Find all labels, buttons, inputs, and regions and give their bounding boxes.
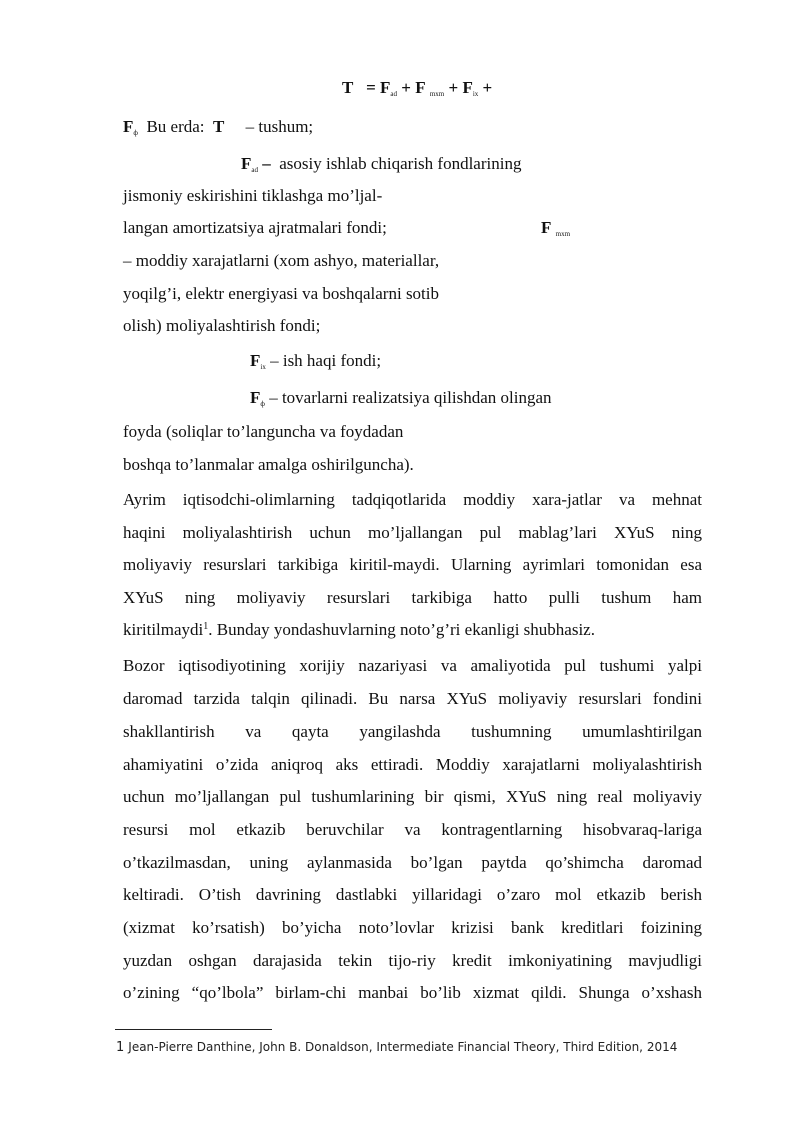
footnote-number: 1 <box>116 1040 125 1055</box>
legend-ad-line2: jismoniy eskirishini tiklashga mo’ljal- <box>123 186 383 205</box>
legend-mxm-line1: – moddiy xarajatlarni (xom ashyo, materiallar, <box>123 251 440 270</box>
paragraph-line: Bozor iqtisodiyotining xorijiy nazariyasi va amaliyotida pul tushumi yalpi <box>123 656 702 675</box>
paragraph-line: yuzdan oshgan darajasida tekin tijo-riy kredit imkoniyatining mavjudligi <box>123 951 702 970</box>
legend-mxm-line3: olish) moliyalashtirish fondi; <box>123 316 321 335</box>
legend-f-line3: boshqa to’lanmalar amalga oshirilguncha). <box>123 455 414 474</box>
legend-mxm-symbol: F $_{mxm}$ <box>541 218 571 238</box>
paragraph-line-last: kiritilmaydi$^1$. Bunday yondashuvlarning noto’g’ri ekanligi shubhasiz. <box>123 620 595 639</box>
formula-term-mxm: F $_{mxm}$ <box>415 78 445 98</box>
paragraph-line: o’tkazilmasdan, uning aylanmasida bo’lgan paytda qo’shimcha daromad <box>123 853 702 872</box>
paragraph-line: haqini moliyalashtirish uchun mo’ljallangan pul mablag’lari XYuS ning <box>123 523 702 542</box>
paragraph-line: (xizmat ko’rsatish) bo’yicha noto’lovlar krizisi bank kreditlari foizining <box>123 918 702 937</box>
footnote-ref[interactable]: 1 <box>203 621 209 632</box>
footnote <box>116 1039 677 1056</box>
footnote-text: Jean-Pierre Danthine, John B. Donaldson, Intermediate Financial Theory, Third Edition, 2014 <box>128 1040 678 1054</box>
formula-term-f: $F_ф$ <box>123 117 138 137</box>
formula-eq: = <box>366 78 376 97</box>
paragraph-line: daromad tarzida talqin qilinadi. Bu narsa XYuS moliyaviy resurslari fondini <box>123 689 702 708</box>
paragraph-line: ahamiyatini o’zida aniqroq aks ettiradi. Moddiy xarajatlarni moliyalashtirish <box>123 755 702 774</box>
formula-term-ix: $F_{ix}$ <box>462 78 479 98</box>
formula-term-ad: $F_{ad}$ <box>380 78 398 98</box>
legend-intro: $F_ф$ Bu erda: T – tushum; <box>123 117 314 137</box>
paragraph-line: moliyaviy resurslari tarkibiga kiritil-maydi. Ularning ayrimlari tomonidan esa <box>123 555 702 574</box>
legend-f: $F_ф$ – tovarlarni realizatsiya qilishdan olingan <box>250 388 552 408</box>
paragraph-line: keltiradi. O’tish davrining dastlabki yillaridagi o’zaro mol etkazib berish <box>123 885 702 904</box>
legend-ad: $F_{ad}$ – asosiy ishlab chiqarish fondlarining <box>241 154 522 174</box>
legend-ad-line3: langan amortizatsiya ajratmalari fondi; <box>123 218 387 237</box>
formula-lhs: T <box>342 78 354 97</box>
paragraph-line: resursi mol etkazib beruvchilar va kontragentlarning hisobvaraq-lariga <box>123 820 702 839</box>
paragraph-line: Ayrim iqtisodchi-olimlarning tadqiqotlarida moddiy xara-jatlar va mehnat <box>123 490 702 509</box>
formula: T = $F_{ad} + F$ $_{mxm} + F_{ix}$ + <box>342 78 493 98</box>
paragraph-line: shakllantirish va qayta yangilashda tushumning umumlashtirilgan <box>123 722 702 741</box>
legend-ix: $F_{ix}$ – ish haqi fondi; <box>250 351 382 371</box>
paragraph-line: o’zining “qo’lbola” birlam-chi manbai bo’lib xizmat qildi. Shunga o’xshash <box>123 983 702 1002</box>
legend-mxm-line2: yoqilg’i, elektr energiyasi va boshqalarni sotib <box>123 284 440 303</box>
footnote-divider <box>115 1029 272 1030</box>
paragraph-line: XYuS ning moliyaviy resurslari tarkibiga hatto pulli tushum ham <box>123 588 702 607</box>
legend-f-line2: foyda (soliqlar to’languncha va foydadan <box>123 422 404 441</box>
paragraph-line: uchun mo’ljallangan pul tushumlarining bir qismi, XYuS ning real moliyaviy <box>123 787 702 806</box>
